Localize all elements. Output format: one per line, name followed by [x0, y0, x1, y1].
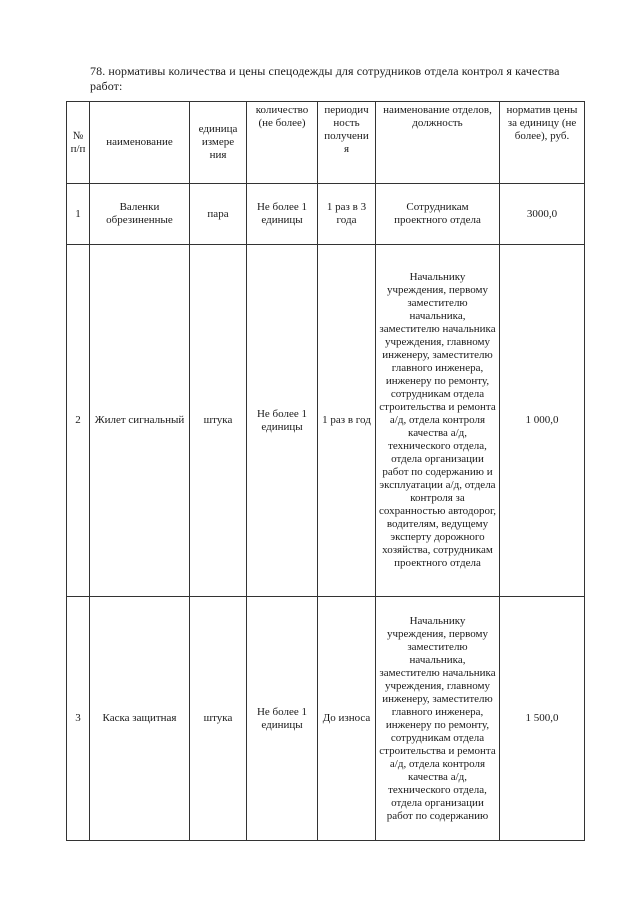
unit-cell: пара: [190, 184, 247, 245]
table-row: [67, 184, 585, 245]
table-header-row: [67, 102, 585, 184]
department-cell: Начальнику учреждения, первому заместителю начальника, заместителю начальника учреждения, главному инженеру, заместителю главного инженера, инженеру по ремонту, сотрудникам отдела строительства и ремонта а/д, отдела контроля качества а/д, технического отдела, отдела организации работ по содержанию и эксплуатации а/д, отдела контроля за сохранностью автодорог, водителям, ведущему эксперту дорожного хозяйства, сотрудникам проектного отдела: [376, 245, 500, 597]
item-name: Валенки обрезиненные: [90, 184, 190, 245]
unit-cell: штука: [190, 245, 247, 597]
row-number: 1: [67, 184, 90, 245]
price-cell: 3000,0: [500, 184, 585, 245]
price-cell: 1 500,0: [500, 597, 585, 841]
quantity-cell: Не более 1 единицы: [247, 184, 318, 245]
period-cell: До износа: [318, 597, 376, 841]
header-num: № п/п: [67, 102, 90, 184]
section-heading: 78. нормативы количества и цены спецодежды для сотрудников отдела контрол я качества работ:: [90, 64, 560, 93]
norms-table: [66, 101, 585, 841]
department-cell: Начальнику учреждения, первому заместителю начальника, заместителю начальника учреждения, главному инженеру, заместителю главного инженера, инженеру по ремонту, сотрудникам отдела строительства и ремонта а/д, отдела контроля качества а/д, технического отдела, отдела организации работ по содержанию: [376, 597, 500, 841]
row-number: 2: [67, 245, 90, 597]
quantity-cell: Не более 1 единицы: [247, 245, 318, 597]
item-name: Каска защитная: [90, 597, 190, 841]
item-name: Жилет сигнальный: [90, 245, 190, 597]
row-number: 3: [67, 597, 90, 841]
quantity-cell: Не более 1 единицы: [247, 597, 318, 841]
unit-cell: штука: [190, 597, 247, 841]
header-qty: количество (не более): [247, 102, 318, 184]
department-cell: Сотрудникам проектного отдела: [376, 184, 500, 245]
header-unit: единица измере ния: [190, 102, 247, 184]
period-cell: 1 раз в 3 года: [318, 184, 376, 245]
price-cell: 1 000,0: [500, 245, 585, 597]
table-row: [67, 245, 585, 597]
period-cell: 1 раз в год: [318, 245, 376, 597]
header-period: периодич ность получени я: [318, 102, 376, 184]
header-name: наименование: [90, 102, 190, 184]
header-dept: наименование отделов, должность: [376, 102, 500, 184]
table-row: [67, 597, 585, 841]
header-price: норматив цены за единицу (не более), руб.: [500, 102, 585, 184]
